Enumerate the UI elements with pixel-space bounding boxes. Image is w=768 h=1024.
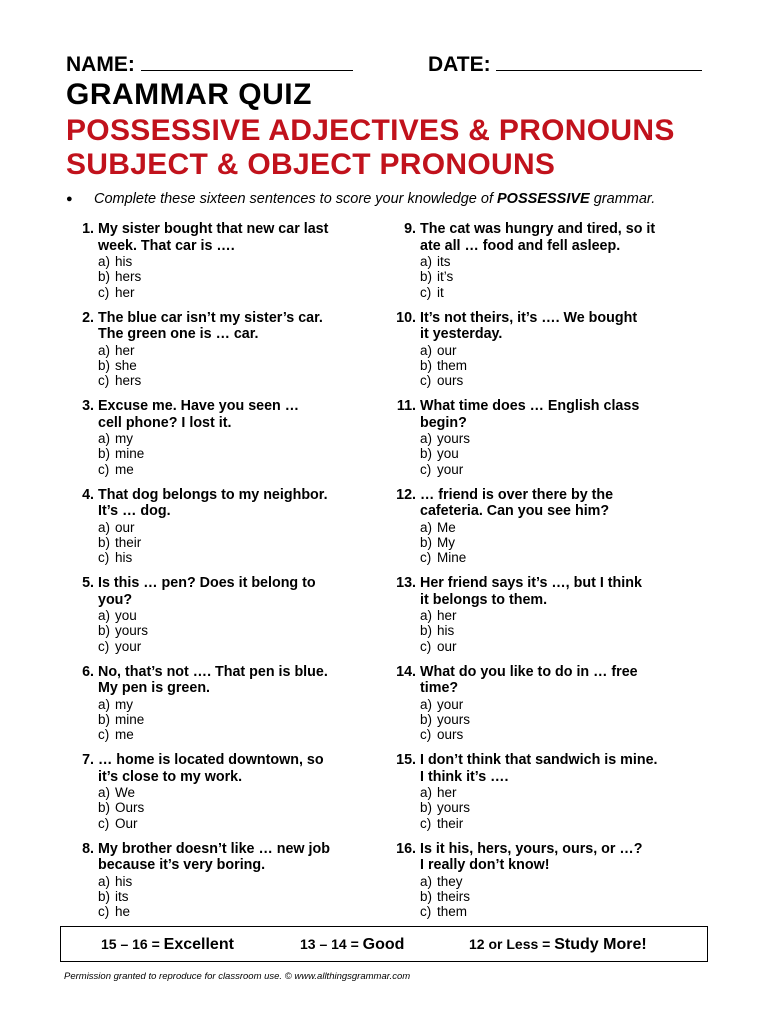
option-text: me [115,727,134,743]
question-text-line: The green one is … car. [98,326,259,342]
option-letter: a) [98,608,111,623]
question-number: 5. [82,575,94,591]
option-text: you [115,608,137,623]
option-text: it’s [437,269,454,285]
question-item [66,752,396,841]
answer-option[interactable] [98,431,144,446]
question-item [388,221,718,310]
question-item [388,487,718,576]
answer-options [420,520,466,566]
question-text-line: I really don’t know! [420,857,550,873]
option-text: Mine [437,550,467,566]
answer-options [420,874,470,920]
option-text: our [115,519,135,535]
question-text-line: cafeteria. Can you see him? [420,503,610,519]
answer-option[interactable] [420,785,470,800]
question-text [98,398,398,431]
score-range: 12 or Less = [469,936,555,952]
option-text: ours [437,373,464,389]
answer-option[interactable] [98,785,144,800]
option-text: ours [437,727,464,743]
answer-option[interactable] [98,874,132,889]
option-text: hers [115,373,142,389]
answer-options [98,254,141,300]
question-number: 11. [396,398,416,414]
option-letter: b) [420,269,433,285]
date-line[interactable] [496,52,702,71]
option-letter: b) [98,446,111,462]
option-text: theirs [437,888,471,904]
question-item [388,398,718,487]
answer-option[interactable] [98,904,132,919]
option-text: he [115,904,131,920]
answer-option[interactable] [420,639,457,654]
question-text-line: cell phone? I lost it. [98,414,232,431]
question-text-line: I don’t think that sandwich is mine. [420,752,658,768]
option-text: her [115,342,135,358]
question-text-line: My brother doesn’t like … new job [98,840,330,857]
option-text: yours [437,800,471,816]
question-text-line: My sister bought that new car last [98,221,329,237]
quiz-title: GRAMMAR QUIZ [66,78,312,111]
answer-option[interactable] [98,535,141,550]
score-result: Good [362,936,405,953]
question-text [98,841,398,874]
score-range: 15 – 16 = [101,936,164,952]
question-number: 6. [82,663,94,680]
score-excellent [101,936,234,954]
date-field[interactable] [428,52,702,77]
option-text: mine [115,446,145,462]
option-text: their [437,815,464,831]
option-text: Me [437,519,456,535]
option-letter: a) [420,519,433,535]
question-text [420,841,720,874]
answer-options [420,697,470,743]
score-result: Excellent [163,936,234,953]
question-item [388,841,718,930]
question-text-line: begin? [420,414,467,431]
answer-option[interactable] [98,520,141,535]
option-text: her [437,608,457,623]
answer-option[interactable] [420,446,470,461]
option-letter: c) [420,638,432,654]
question-text [98,664,398,697]
answer-option[interactable] [420,431,470,446]
questions-left-column [66,221,396,929]
question-text-line: That dog belongs to my neighbor. [98,486,328,503]
answer-option[interactable] [98,269,141,284]
question-text [420,575,720,608]
answer-options [98,697,144,743]
question-text-line: … friend is over there by the [420,486,614,503]
option-text: his [437,623,455,639]
question-text-line: week. That car is …. [98,237,235,254]
question-text-line: No, that’s not …. That pen is blue. [98,663,328,680]
option-letter: c) [420,904,432,920]
question-text [420,752,720,785]
option-letter: b) [98,534,111,550]
question-text-line: It’s … dog. [98,503,171,519]
option-letter: c) [98,461,110,477]
option-text: his [115,873,133,889]
score-result: Study More! [554,936,647,953]
question-text [98,487,398,520]
answer-options [98,874,132,920]
answer-options [420,254,453,300]
option-letter: b) [98,357,111,373]
option-letter: b) [98,711,111,727]
question-text-line: because it’s very boring. [98,857,266,873]
question-text-line: It’s not theirs, it’s …. We bought [420,309,638,326]
scoring-box [60,926,708,962]
answer-options [420,343,467,389]
option-text: hers [115,269,142,285]
question-number: 15. [396,752,416,768]
option-letter: a) [98,342,111,358]
name-label: NAME: [66,53,135,76]
answer-option[interactable] [420,254,453,269]
option-text: yours [115,623,149,639]
answer-option[interactable] [98,639,148,654]
question-number: 10. [396,309,416,326]
question-item [388,752,718,841]
question-item [66,487,396,576]
option-letter: a) [98,785,111,800]
question-text-line: ate all … food and fell asleep. [420,237,621,254]
question-text-line: it belongs to them. [420,591,548,608]
question-text-line: Excuse me. Have you seen … [98,398,300,414]
answer-option[interactable] [420,800,470,815]
answer-option[interactable] [98,373,141,388]
answer-option[interactable] [98,697,144,712]
option-letter: a) [420,254,433,269]
option-text: she [115,357,137,373]
question-text [98,752,398,785]
option-letter: b) [420,534,433,550]
option-letter: b) [420,357,433,373]
question-text-line: The cat was hungry and tired, so it [420,221,656,237]
option-letter: b) [420,446,433,462]
score-good [300,936,404,954]
answer-option[interactable] [98,446,144,461]
answer-option[interactable] [420,285,453,300]
answer-option[interactable] [420,535,466,550]
option-letter: c) [98,284,110,300]
option-text: his [115,550,133,566]
question-text-line: What do you like to do in … free [420,663,638,680]
option-text: your [115,638,142,654]
answer-options [98,520,141,566]
question-number: 9. [404,221,416,237]
answer-options [420,431,470,477]
option-letter: a) [420,696,433,712]
answer-options [98,608,148,654]
name-line[interactable] [141,52,353,71]
option-letter: c) [420,284,432,300]
answer-option[interactable] [420,727,470,742]
option-text: Ours [115,800,145,816]
answer-option[interactable] [98,608,148,623]
question-text-line: My pen is green. [98,680,211,696]
option-text: me [115,461,134,477]
option-text: it [437,284,444,300]
option-letter: b) [420,800,433,816]
question-number: 12. [396,486,416,503]
answer-option[interactable] [420,697,470,712]
question-text-line: … home is located downtown, so [98,752,324,768]
question-item [388,575,718,664]
option-letter: c) [98,815,110,831]
question-text-line: I think it’s …. [420,768,509,785]
question-text [420,221,720,254]
option-text: you [437,446,459,462]
option-letter: b) [420,711,433,727]
answer-option[interactable] [420,550,466,565]
answer-option[interactable] [98,800,144,815]
answer-options [420,608,457,654]
option-letter: b) [98,623,111,639]
option-text: We [115,785,136,800]
question-item [388,310,718,399]
question-number: 8. [82,840,94,857]
option-text: our [437,638,457,654]
answer-option[interactable] [420,373,467,388]
option-text: yours [437,431,471,446]
question-item [66,841,396,930]
option-letter: c) [420,550,432,566]
date-label: DATE: [428,53,491,76]
option-text: our [437,342,457,358]
question-item [66,310,396,399]
question-text [98,575,398,608]
option-letter: a) [420,785,433,800]
answer-option[interactable] [420,889,470,904]
option-text: her [115,284,135,300]
answer-options [98,343,141,389]
instructions-text-end: grammar. [589,191,656,207]
option-text: my [115,431,133,446]
answer-option[interactable] [420,520,466,535]
option-text: them [437,904,468,920]
option-text: Our [115,815,138,831]
question-text [420,398,720,431]
option-letter: c) [98,904,110,920]
option-letter: b) [420,888,433,904]
option-letter: c) [420,815,432,831]
option-letter: b) [98,269,111,285]
answer-option[interactable] [98,550,141,565]
option-text: their [115,534,142,550]
answer-option[interactable] [98,343,141,358]
answer-options [420,785,470,831]
answer-options [98,431,144,477]
question-item [66,664,396,753]
name-field[interactable] [66,52,353,77]
answer-option[interactable] [98,462,144,477]
question-item [66,575,396,664]
question-text [98,221,398,254]
question-item [66,221,396,310]
option-letter: c) [420,727,432,743]
answer-option[interactable] [420,269,453,284]
question-number: 1. [82,221,94,237]
instructions [66,191,655,207]
option-letter: c) [98,727,110,743]
answer-option[interactable] [98,254,141,269]
instructions-text-start: Complete these sixteen sentences to score your knowledge of [94,191,498,207]
answer-option[interactable] [98,358,141,373]
option-letter: a) [98,519,111,535]
question-number: 14. [396,663,416,680]
option-letter: c) [98,638,110,654]
option-letter: b) [98,800,111,816]
option-text: My [437,534,455,550]
question-item [66,398,396,487]
answer-option[interactable] [98,285,141,300]
score-study-more [469,936,647,954]
option-letter: c) [98,550,110,566]
answer-option[interactable] [420,608,457,623]
answer-option[interactable] [98,623,148,638]
option-letter: a) [420,342,433,358]
answer-option[interactable] [420,343,467,358]
option-text: her [437,785,457,800]
answer-option[interactable] [98,727,144,742]
question-text-line: Her friend says it’s …, but I think [420,575,642,591]
option-letter: a) [98,873,111,889]
answer-option[interactable] [98,889,132,904]
option-letter: c) [98,373,110,389]
question-text [420,664,720,697]
option-text: his [115,254,133,269]
question-text [420,487,720,520]
question-number: 4. [82,486,94,503]
answer-option[interactable] [420,462,470,477]
answer-option[interactable] [420,904,470,919]
score-range: 13 – 14 = [300,936,363,952]
answer-option[interactable] [420,358,467,373]
option-text: its [437,254,451,269]
questions-right-column [388,221,718,929]
question-item [388,664,718,753]
option-text: them [437,357,468,373]
option-letter: c) [420,461,432,477]
answer-option[interactable] [420,623,457,638]
option-text: my [115,696,133,712]
question-text [98,310,398,343]
question-number: 16. [396,840,416,857]
question-number: 3. [82,398,94,414]
subtitle-line-2: SUBJECT & OBJECT PRONOUNS [66,148,556,181]
option-text: its [115,888,129,904]
answer-options [98,785,144,831]
question-text [420,310,720,343]
option-text: yours [437,711,471,727]
question-text-line: time? [420,680,459,696]
option-letter: b) [98,888,111,904]
question-text-line: The blue car isn’t my sister’s car. [98,309,323,326]
question-text-line: What time does … English class [420,398,640,414]
answer-option[interactable] [420,712,470,727]
subtitle-line-1: POSSESSIVE ADJECTIVES & PRONOUNS [66,114,675,147]
option-letter: b) [420,623,433,639]
question-text-line: it’s close to my work. [98,768,243,785]
answer-option[interactable] [420,816,470,831]
instructions-emphasis: POSSESSIVE [497,191,590,207]
option-text: your [437,461,464,477]
option-letter: a) [420,431,433,446]
question-text-line: you? [98,591,133,608]
question-number: 7. [82,752,94,768]
option-letter: a) [98,696,111,712]
option-letter: a) [420,873,433,889]
question-number: 2. [82,309,94,326]
answer-option[interactable] [98,816,144,831]
option-text: mine [115,711,145,727]
question-text-line: Is this … pen? Does it belong to [98,575,316,591]
option-letter: a) [98,254,111,269]
question-number: 13. [396,575,416,591]
question-text-line: it yesterday. [420,326,503,342]
answer-option[interactable] [420,874,470,889]
question-text-line: Is it his, hers, yours, ours, or …? [420,840,643,857]
footer-permission: Permission granted to reproduce for classroom use. © www.allthingsgrammar.com [64,971,411,982]
bullet-icon: ● [66,193,73,205]
option-letter: a) [98,431,111,446]
answer-option[interactable] [98,712,144,727]
option-letter: a) [420,608,433,623]
option-text: your [437,696,464,712]
option-text: they [437,873,463,889]
option-letter: c) [420,373,432,389]
